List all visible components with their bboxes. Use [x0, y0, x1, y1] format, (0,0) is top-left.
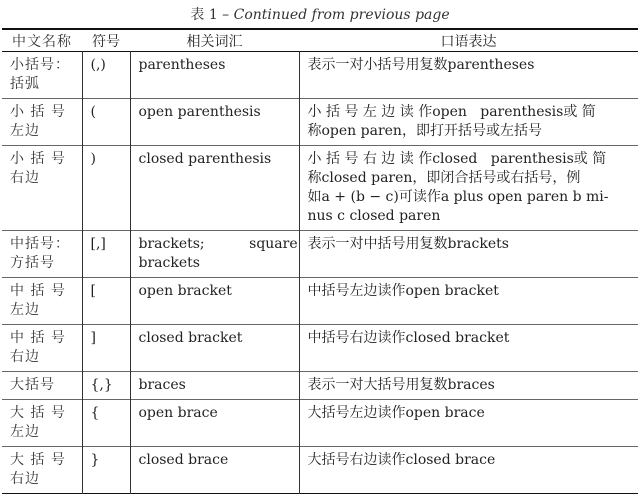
table-row	[2, 447, 638, 494]
cell-line: 小 括 号	[10, 151, 66, 167]
cell-line: open brace	[138, 405, 218, 421]
cell-line: parentheses	[138, 57, 226, 73]
cell-line: [,]	[90, 236, 106, 252]
table-row	[2, 372, 638, 400]
table-row	[2, 146, 638, 231]
cell-line: 表示一对大括号用复数braces	[307, 377, 495, 393]
symbol-cell	[82, 372, 130, 400]
name-cell	[2, 231, 82, 278]
cell-line: 中括号左边读作open bracket	[307, 283, 499, 299]
header-chinese-name: 中文名称	[12, 33, 72, 50]
cell-line: 方括号	[10, 255, 55, 271]
caption-text: Continued from previous page	[233, 7, 450, 23]
vocab-cell	[130, 52, 299, 99]
table-header-row	[2, 29, 638, 52]
cell-line: 表示一对小括号用复数parentheses	[307, 57, 535, 73]
symbol-cell	[82, 99, 130, 146]
cell-line: 大 括 号	[10, 452, 66, 468]
spoken-cell	[299, 52, 638, 99]
spoken-cell	[299, 231, 638, 278]
name-cell	[2, 400, 82, 447]
spoken-cell	[299, 447, 638, 494]
table-row	[2, 325, 638, 372]
cell-line: 括弧	[10, 76, 40, 92]
spoken-cell	[299, 146, 638, 231]
cell-line: 左边	[10, 424, 40, 440]
cell-line: open parenthesis	[138, 104, 261, 120]
name-cell	[2, 52, 82, 99]
spoken-cell	[299, 372, 638, 400]
cell-line: 小括号：	[10, 57, 70, 73]
header-spoken-expression: 口语表达	[440, 33, 497, 50]
cell-line: {,}	[90, 377, 113, 393]
table-row	[2, 278, 638, 325]
table-caption	[0, 4, 640, 24]
caption-prefix: 表 1 –	[190, 7, 234, 23]
cell-line: ]	[90, 330, 96, 346]
vocab-cell	[130, 231, 299, 278]
cell-line: }	[90, 452, 100, 468]
symbol-cell	[82, 278, 130, 325]
spoken-cell	[299, 325, 638, 372]
cell-line: open bracket	[138, 283, 232, 299]
cell-line: 大括号左边读作open brace	[307, 405, 485, 421]
spoken-cell	[299, 278, 638, 325]
symbol-cell	[82, 52, 130, 99]
cell-line: closed parenthesis	[138, 151, 272, 167]
symbol-cell	[82, 146, 130, 231]
table-row	[2, 99, 638, 146]
symbol-cell	[82, 325, 130, 372]
cell-line: 右边	[10, 170, 40, 186]
name-cell	[2, 146, 82, 231]
cell-line: 大括号右边读作closed brace	[307, 452, 496, 468]
cell-line: brackets	[138, 255, 200, 271]
vocab-cell	[130, 99, 299, 146]
cell-line: 称open paren，即打开括号或左括号	[307, 123, 542, 139]
symbol-cell	[82, 447, 130, 494]
cell-line: 大 括 号	[10, 405, 66, 421]
cell-line: 称closed paren，即闭合括号或右括号，例	[307, 170, 581, 186]
cell-line: 中 括 号	[10, 283, 66, 299]
vocab-cell	[130, 447, 299, 494]
name-cell	[2, 372, 82, 400]
table-body	[2, 52, 638, 494]
cell-line: brackets; square	[138, 236, 298, 252]
vocab-cell	[130, 372, 299, 400]
name-cell	[2, 325, 82, 372]
cell-line: braces	[138, 377, 186, 393]
cell-line: {	[90, 405, 100, 421]
cell-line: nus c closed paren	[307, 208, 441, 224]
cell-line: 小 括 号 左 边 读 作open parenthesis或 简	[307, 104, 596, 120]
cell-line: )	[90, 151, 96, 167]
vocab-cell	[130, 400, 299, 447]
name-cell	[2, 278, 82, 325]
vocab-cell	[130, 278, 299, 325]
header-vocabulary: 相关词汇	[186, 33, 243, 50]
symbol-cell	[82, 400, 130, 447]
cell-line: 右边	[10, 471, 40, 487]
cell-line: 中括号：	[10, 236, 70, 252]
cell-line: (,)	[90, 57, 106, 73]
table-row	[2, 52, 638, 99]
cell-line: 小 括 号 右 边 读 作closed parenthesis或 简	[307, 151, 607, 167]
symbol-cell	[82, 231, 130, 278]
table-row	[2, 400, 638, 447]
name-cell	[2, 447, 82, 494]
table-row	[2, 231, 638, 278]
cell-line: 小 括 号	[10, 104, 66, 120]
spoken-cell	[299, 99, 638, 146]
cell-line: 中括号右边读作closed bracket	[307, 330, 510, 346]
vocab-cell	[130, 325, 299, 372]
name-cell	[2, 99, 82, 146]
brackets-table	[2, 28, 638, 494]
cell-line: closed brace	[138, 452, 229, 468]
cell-line: 表示一对中括号用复数brackets	[307, 236, 509, 252]
cell-line: 大括号	[10, 377, 55, 393]
cell-line: (	[90, 104, 96, 120]
cell-line: [	[90, 283, 96, 299]
cell-line: 如a + (b − c)可读作a plus open paren b mi-	[307, 189, 609, 205]
cell-line: 右边	[10, 349, 40, 365]
vocab-cell	[130, 146, 299, 231]
header-symbol: 符号	[92, 33, 120, 50]
cell-line: 左边	[10, 123, 40, 139]
cell-line: closed bracket	[138, 330, 243, 346]
cell-line: 左边	[10, 302, 40, 318]
cell-line: 中 括 号	[10, 330, 66, 346]
spoken-cell	[299, 400, 638, 447]
